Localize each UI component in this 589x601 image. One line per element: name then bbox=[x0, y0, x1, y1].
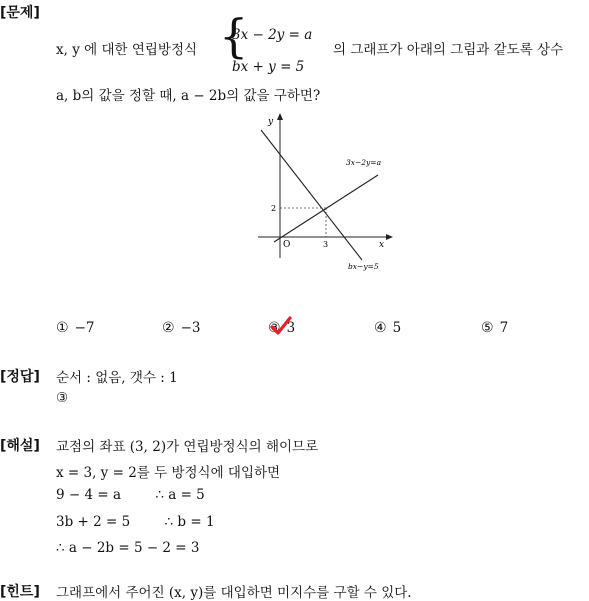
line2-label: bx−y=5 bbox=[348, 262, 379, 271]
choice-1-number: ① bbox=[56, 320, 69, 336]
x-axis-label: x bbox=[379, 240, 385, 250]
choice-3-value: 3 bbox=[286, 320, 296, 336]
choice-5-value: 7 bbox=[499, 320, 509, 336]
choice-4-value: 5 bbox=[392, 320, 402, 336]
explanation-tag: [해설] bbox=[0, 438, 40, 454]
problem-line1-pre: x, y 에 대한 연립방정식 bbox=[56, 42, 198, 58]
problem-line2: a, b의 값을 정할 때, a − 2b의 값을 구하면? bbox=[56, 88, 321, 104]
equation-2: bx + y = 5 bbox=[232, 59, 305, 75]
origin-label: O bbox=[283, 240, 291, 250]
choice-5[interactable] bbox=[481, 320, 508, 336]
hint-tag: [힌트] bbox=[0, 584, 40, 600]
choice-1[interactable] bbox=[56, 320, 94, 336]
checkmark-icon bbox=[270, 315, 292, 337]
problem-line1-post: 의 그래프가 아래의 그림과 같도록 상수 bbox=[333, 42, 564, 58]
explanation-line-1: 교점의 좌표 (3, 2)가 연립방정식의 해이므로 bbox=[56, 439, 319, 455]
y-tick-label: 2 bbox=[271, 204, 277, 213]
x-tick-label: 3 bbox=[323, 240, 329, 249]
answer-tag: [정답] bbox=[0, 369, 40, 385]
graph-figure bbox=[240, 108, 400, 278]
hint-text: 그래프에서 주어진 (x, y)를 대입하면 미지수를 구할 수 있다. bbox=[56, 585, 412, 601]
problem-tag: [문제] bbox=[0, 5, 40, 21]
explanation-line-4: 3b + 2 = 5 ∴ b = 1 bbox=[56, 514, 215, 530]
choice-5-number: ⑤ bbox=[481, 320, 494, 336]
choice-2-number: ② bbox=[162, 320, 175, 336]
choice-4[interactable] bbox=[374, 320, 401, 336]
explanation-line-5: ∴ a − 2b = 5 − 2 = 3 bbox=[56, 540, 200, 556]
y-axis-label: y bbox=[268, 117, 274, 127]
y-axis-arrow-icon bbox=[277, 113, 283, 120]
choice-4-number: ④ bbox=[374, 320, 387, 336]
explanation-line-2: x = 3, y = 2를 두 방정식에 대입하면 bbox=[56, 465, 281, 481]
explanation-line-3: 9 − 4 = a ∴ a = 5 bbox=[56, 487, 205, 503]
equation-1: 3x − 2y = a bbox=[232, 27, 313, 43]
line1-label: 3x−2y=a bbox=[346, 158, 382, 167]
choice-3-number: ③ bbox=[268, 320, 281, 336]
choice-2-value: −3 bbox=[180, 320, 201, 336]
answer-line2: ③ bbox=[56, 390, 69, 406]
choice-1-value: −7 bbox=[74, 320, 95, 336]
choice-2[interactable] bbox=[162, 320, 200, 336]
answer-line1: 순서 : 없음, 갯수 : 1 bbox=[56, 370, 178, 386]
x-axis-arrow-icon bbox=[386, 234, 393, 240]
system-brace: { bbox=[219, 9, 249, 63]
